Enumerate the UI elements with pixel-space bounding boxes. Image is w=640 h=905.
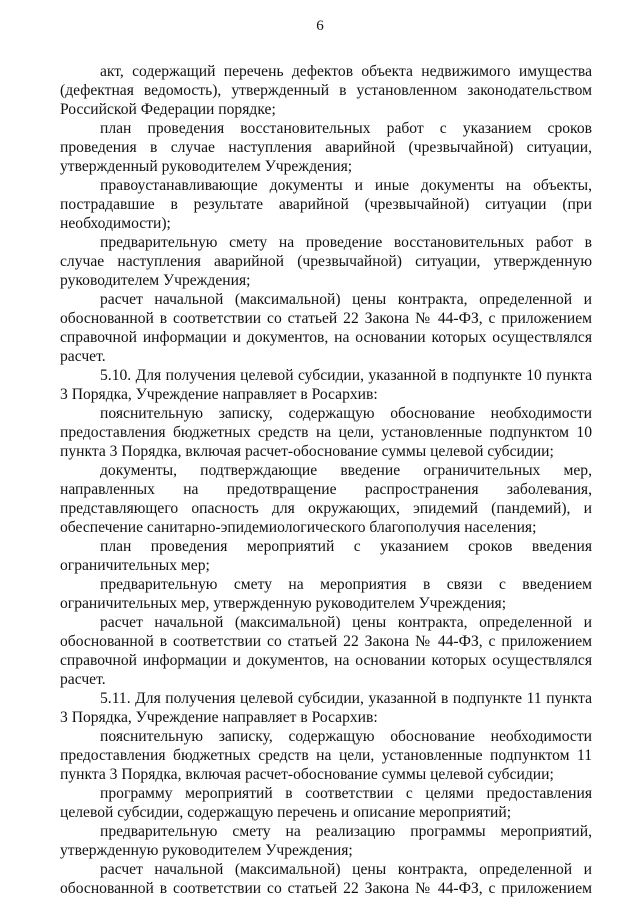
paragraph: план проведения мероприятий с указанием сроков введения ограничительных мер;: [60, 538, 592, 574]
paragraph: 5.11. Для получения целевой субсидии, указанной в подпункте 11 пункта 3 Порядка, Учреждение направляет в Росархив:: [60, 690, 592, 726]
page-number: 6: [316, 18, 324, 34]
paragraph: предварительную смету на проведение восстановительных работ в случае наступления аварийной (чрезвычайной) ситуации, утвержденную руководителем Учреждения;: [60, 234, 592, 289]
paragraph: расчет начальной (максимальной) цены контракта, определенной и обоснованной в соответствии со статьей 22 Закона № 44-ФЗ, с приложением: [60, 861, 592, 897]
paragraph: расчет начальной (максимальной) цены контракта, определенной и обоснованной в соответствии со статьей 22 Закона № 44-ФЗ, с приложением справочной информации и документов, на основании которых осуществлялся расчет.: [60, 291, 592, 365]
paragraph: акт, содержащий перечень дефектов объекта недвижимого имущества (дефектная ведомость), утвержденный в установленном законодательством Российской Федерации порядке;: [60, 63, 592, 118]
paragraph: расчет начальной (максимальной) цены контракта, определенной и обоснованной в соответствии со статьей 22 Закона № 44-ФЗ, с приложением справочной информации и документов, на основании которых осуществлялся расчет.: [60, 614, 592, 688]
paragraph: предварительную смету на реализацию программы мероприятий, утвержденную руководителем Учреждения;: [60, 823, 592, 859]
paragraph: план проведения восстановительных работ с указанием сроков проведения в случае наступления аварийной (чрезвычайной) ситуации, утвержденный руководителем Учреждения;: [60, 120, 592, 175]
paragraph: пояснительную записку, содержащую обоснование необходимости предоставления бюджетных средств на цели, установленные подпунктом 11 пункта 3 Порядка, включая расчет-обоснование суммы целевой субсидии;: [60, 728, 592, 783]
paragraph: документы, подтверждающие введение ограничительных мер, направленных на предотвращение распространения заболевания, представляющего опасность для окружающих, эпидемий (пандемий), и обеспечение санитарно-эпидемиологического благополучия населения;: [60, 462, 592, 536]
paragraph: правоустанавливающие документы и иные документы на объекты, пострадавшие в результате аварийной (чрезвычайной) ситуации (при необходимости);: [60, 177, 592, 232]
paragraph: программу мероприятий в соответствии с целями предоставления целевой субсидии, содержащую перечень и описание мероприятий;: [60, 785, 592, 821]
paragraph: пояснительную записку, содержащую обоснование необходимости предоставления бюджетных средств на цели, установленные подпунктом 10 пункта 3 Порядка, включая расчет-обоснование суммы целевой субсидии;: [60, 405, 592, 460]
document-body: [60, 62, 592, 898]
paragraph: предварительную смету на мероприятия в связи с введением ограничительных мер, утвержденную руководителем Учреждения;: [60, 576, 592, 612]
paragraph: 5.10. Для получения целевой субсидии, указанной в подпункте 10 пункта 3 Порядка, Учреждение направляет в Росархив:: [60, 367, 592, 403]
